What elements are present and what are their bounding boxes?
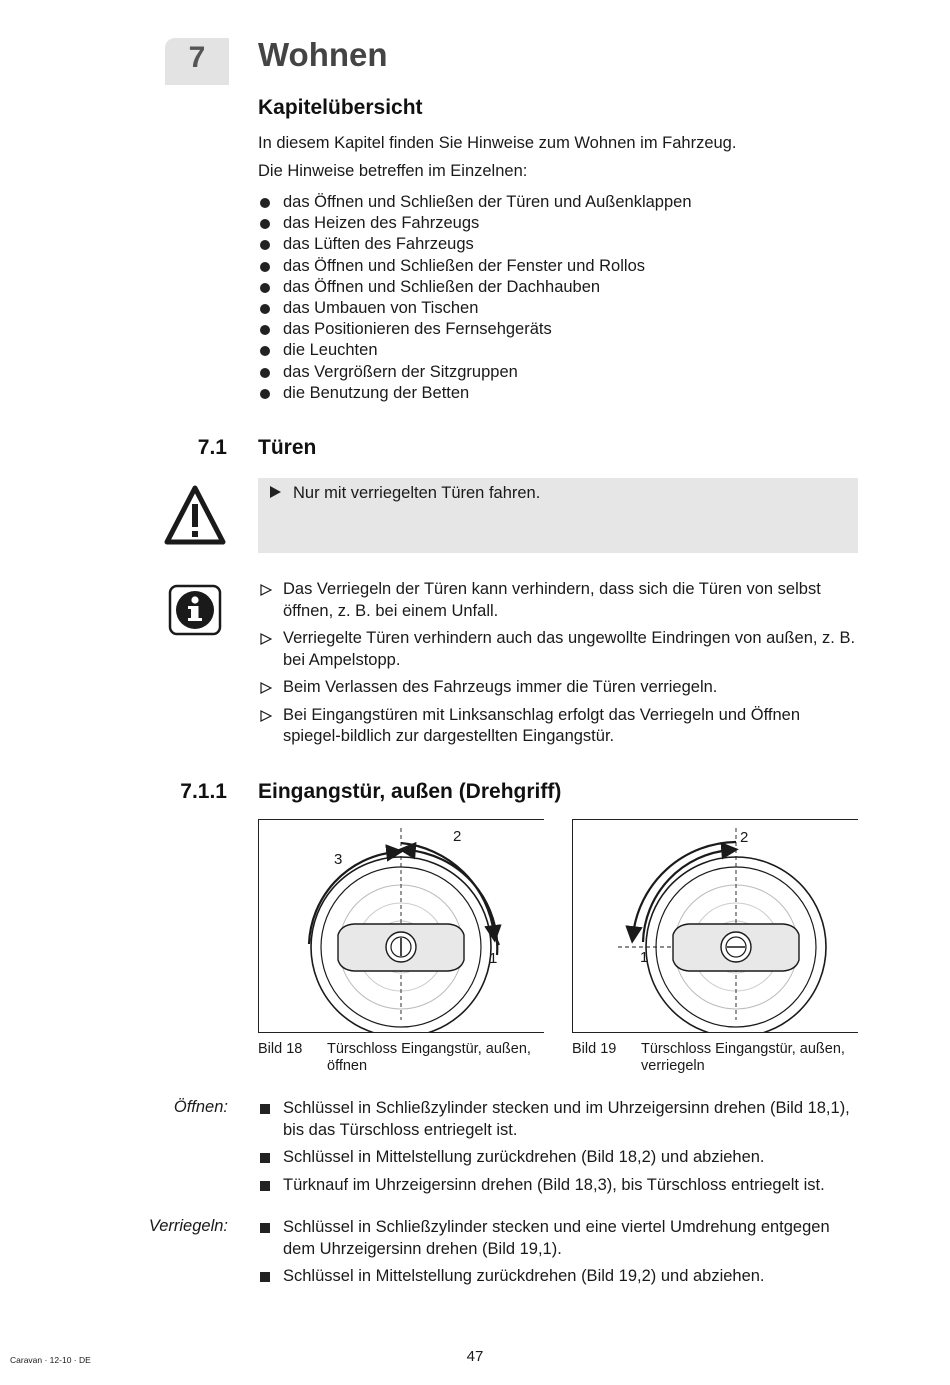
square-bullet-icon: [260, 1223, 270, 1233]
step-text: Türknauf im Uhrzeigersinn drehen (Bild 18,3), bis Türschloss entriegelt ist.: [283, 1175, 825, 1194]
square-bullet-icon: [260, 1153, 270, 1163]
step-text: Schlüssel in Mittelstellung zurückdrehen (Bild 19,2) und abziehen.: [283, 1267, 765, 1285]
figure-18: [258, 819, 544, 1033]
step-item: [258, 1147, 858, 1169]
overview-lead: Die Hinweise betreffen im Einzelnen:: [258, 162, 528, 180]
warning-text: Nur mit verriegelten Türen fahren.: [293, 484, 541, 502]
lock-close-diagram: [573, 820, 858, 1033]
overview-list: [258, 192, 692, 404]
open-label: Öffnen:: [173, 1098, 228, 1116]
square-bullet-icon: [260, 1181, 270, 1191]
step-item: [258, 1175, 858, 1197]
fig19-label-1: 1: [640, 949, 649, 966]
list-item: das Vergrößern der Sitzgruppen: [258, 362, 692, 383]
overview-intro: In diesem Kapitel finden Sie Hinweise zum Wohnen im Fahrzeug.: [258, 134, 737, 152]
fig19-label-2: 2: [740, 829, 749, 846]
step-item: [258, 1098, 858, 1141]
info-text: Das Verriegeln der Türen kann verhindern, dass sich die Türen von selbst öffnen, z. B. bei einem Unfall.: [283, 580, 821, 620]
lock-label: Verriegeln:: [148, 1217, 228, 1235]
list-item: das Lüften des Fahrzeugs: [258, 234, 692, 255]
step-text: Schlüssel in Schließzylinder stecken und im Uhrzeigersinn drehen (Bild 18,1), bis das Türschloss entriegelt ist.: [283, 1099, 850, 1139]
info-icon: [168, 584, 222, 636]
step-item: [258, 1217, 858, 1260]
list-item: das Öffnen und Schließen der Türen und Außenklappen: [258, 192, 692, 213]
list-item: die Benutzung der Betten: [258, 383, 692, 404]
list-item: das Öffnen und Schließen der Dachhauben: [258, 277, 692, 298]
page-number: 47: [466, 1348, 484, 1365]
warning-triangle-icon: [163, 484, 227, 546]
chapter-title: Wohnen: [258, 36, 388, 73]
lock-steps: [258, 1217, 858, 1294]
fig18-label-2: 2: [453, 828, 462, 845]
section-title: Türen: [258, 436, 317, 459]
info-text: Bei Eingangstüren mit Linksanschlag erfolgt das Verriegeln und Öffnen spiegel-bildlich zur dargestellten Eingangstür.: [283, 705, 801, 745]
list-item: das Positionieren des Fernsehgeräts: [258, 319, 692, 340]
hollow-triangle-icon: [260, 633, 272, 645]
list-item: die Leuchten: [258, 340, 692, 361]
subsection-number: 7.1.1: [180, 780, 227, 803]
fig18-label-1: 1: [489, 950, 498, 967]
info-item: [258, 579, 860, 622]
figure-caption-text: Türschloss Eingangstür, außen, verriegeln: [641, 1041, 845, 1074]
warning-box: [258, 478, 858, 553]
figure-number: Bild 19: [572, 1041, 617, 1057]
section-number: 7.1: [197, 436, 227, 459]
step-text: Schlüssel in Schließzylinder stecken und eine viertel Umdrehung entgegen dem Uhrzeigersinn drehen (Bild 19,1).: [283, 1218, 830, 1258]
hollow-triangle-icon: [260, 710, 272, 722]
info-text: Verriegelte Türen verhindern auch das ungewollte Eindringen von außen, z. B. bei Ampelstopp.: [283, 629, 856, 669]
list-item: das Heizen des Fahrzeugs: [258, 213, 692, 234]
info-item: [258, 677, 860, 699]
list-item: das Umbauen von Tischen: [258, 298, 692, 319]
info-list: [258, 579, 860, 754]
open-steps: [258, 1098, 858, 1202]
chapter-number: 7: [188, 41, 206, 74]
figure-number: Bild 18: [258, 1041, 303, 1057]
hollow-triangle-icon: [260, 584, 272, 596]
square-bullet-icon: [260, 1272, 270, 1282]
arrow-right-icon: [270, 486, 281, 498]
footer-doc-id: Caravan · 12-10 · DE: [10, 1355, 91, 1365]
figure-caption-text: Türschloss Eingangstür, außen, öffnen: [327, 1041, 531, 1074]
fig18-label-3: 3: [334, 851, 343, 868]
lock-open-diagram: [259, 820, 544, 1033]
info-text: Beim Verlassen des Fahrzeugs immer die Türen verriegeln.: [283, 678, 718, 696]
overview-heading: Kapitelübersicht: [258, 96, 423, 119]
hollow-triangle-icon: [260, 682, 272, 694]
figure-19: [572, 819, 858, 1033]
chapter-tab: [165, 38, 229, 85]
step-text: Schlüssel in Mittelstellung zurückdrehen (Bild 18,2) und abziehen.: [283, 1148, 765, 1166]
info-item: [258, 705, 860, 748]
info-item: [258, 628, 860, 671]
list-item: das Öffnen und Schließen der Fenster und Rollos: [258, 256, 692, 277]
step-item: [258, 1266, 858, 1288]
square-bullet-icon: [260, 1104, 270, 1114]
subsection-title: Eingangstür, außen (Drehgriff): [258, 780, 562, 803]
